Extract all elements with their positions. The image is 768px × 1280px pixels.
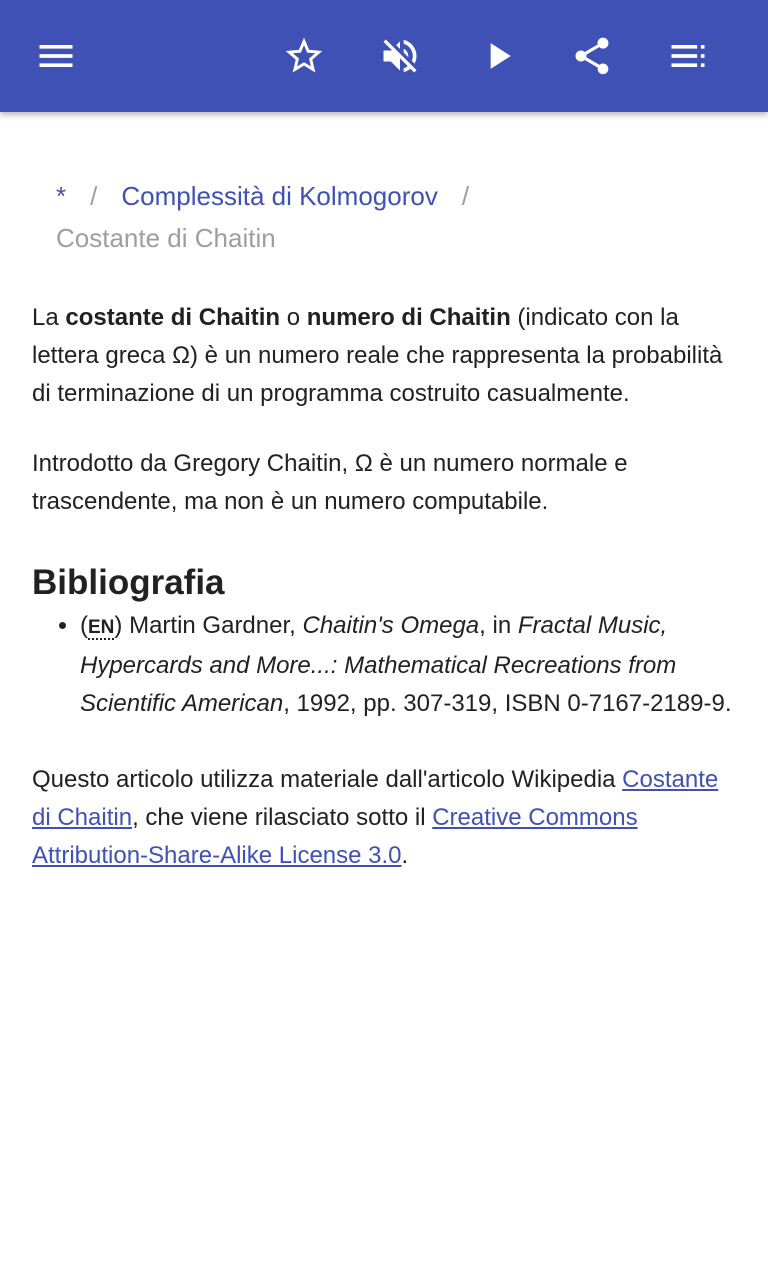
bib-details: , 1992, pp. 307-319, ISBN 0-7167-2189-9. [283,690,732,717]
intro-bold-term: costante di Chaitin [65,304,281,331]
share-button[interactable] [560,24,624,88]
bibliography-heading: Bibliografia [32,563,225,602]
intro-text: o [280,304,307,331]
breadcrumb [32,175,732,259]
volume-off-icon [378,34,422,78]
play-icon [476,34,520,78]
intro-bold-term: numero di Chaitin [306,304,511,331]
hamburger-menu-icon [34,34,78,78]
license-text: Questo articolo utilizza materiale dall'articolo Wikipedia [32,766,623,793]
license-text: . [401,842,409,869]
menu-button[interactable] [24,24,88,88]
intro-text: La [32,304,66,331]
breadcrumb-parent-link[interactable]: Complessità di Kolmogorov [121,181,438,211]
license-link[interactable]: Creative Commons Attribution-Share-Alike License 3.0 [32,804,638,869]
mute-button[interactable] [368,24,432,88]
breadcrumb-separator: / [461,181,470,211]
intro-paragraph [32,299,732,413]
play-button[interactable] [466,24,530,88]
license-text: , che viene rilasciato sotto il [132,804,433,831]
bib-paren: ) [114,612,123,639]
bib-paren: ( [80,612,88,639]
breadcrumb-separator: / [90,181,98,211]
bib-title: Chaitin's Omega [302,612,480,639]
bibliography-item [80,607,732,723]
table-of-contents-button[interactable] [656,24,720,88]
app-toolbar [0,0,768,112]
intro-text: (indicato con la lettera greca Ω) è un numero reale che rappresenta la probabilità di terminazione di un programma costruito casualmente. [32,304,723,407]
share-icon [570,34,614,78]
article-content [32,112,732,875]
wikipedia-article-link[interactable]: Costante di Chaitin [32,766,719,831]
second-paragraph: Introdotto da Gregory Chaitin, Ω è un numero normale e trascendente, ma non è un numero computabile. [32,450,628,515]
license-paragraph [32,761,732,875]
star-outline-icon [282,34,326,78]
bib-author: Martin Gardner, [122,612,303,639]
favorite-button[interactable] [272,24,336,88]
breadcrumb-current: Costante di Chaitin [56,223,276,253]
bib-book: Fractal Music, Hypercards and More...: Mathematical Recreations from Scientific American [80,612,677,717]
bib-in: , in [479,612,518,639]
bibliography-list [32,607,732,723]
language-tag: EN [88,617,115,638]
list-icon [666,34,710,78]
breadcrumb-home-link[interactable]: * [56,181,67,211]
